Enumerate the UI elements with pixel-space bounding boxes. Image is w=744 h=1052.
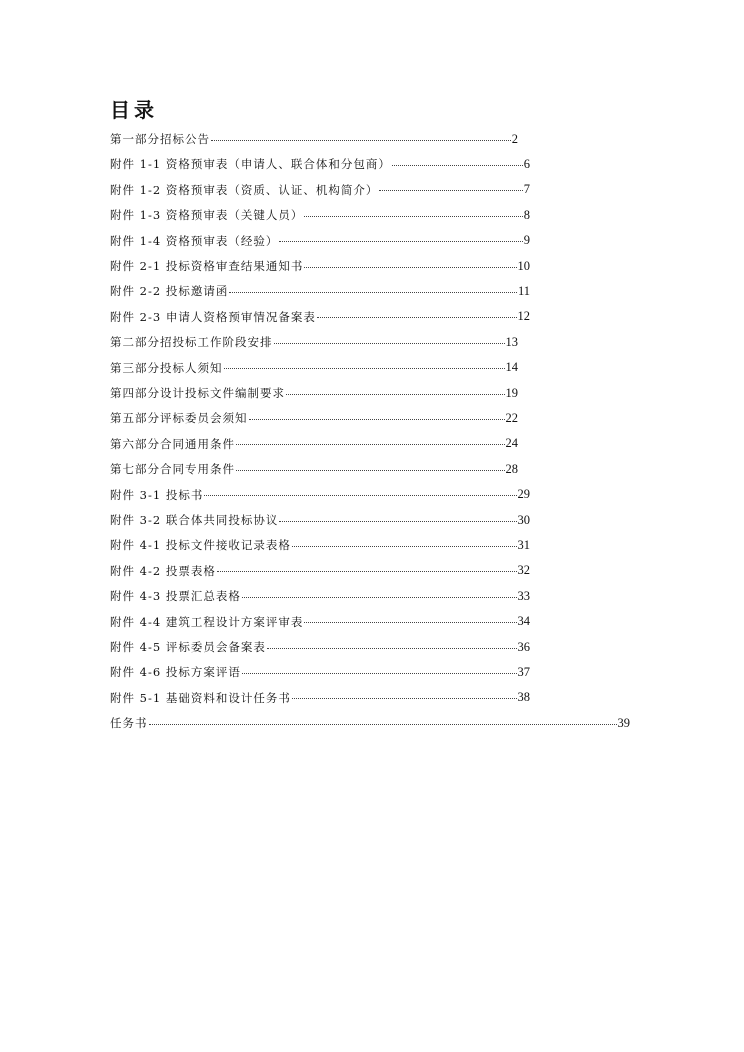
toc-entry-title: 附件 4-5 评标委员会备案表 — [110, 640, 266, 654]
toc-dot-leader — [204, 495, 516, 496]
toc-entry-page-number: 29 — [517, 487, 530, 502]
toc-entry-page-number: 11 — [517, 283, 530, 298]
toc-entry[interactable] — [110, 155, 530, 173]
toc-dot-leader — [292, 546, 517, 547]
toc-entry-page-number: 22 — [505, 410, 518, 425]
toc-entry[interactable] — [110, 181, 530, 199]
toc-entry-title: 附件 2-3 申请人资格预审情况备案表 — [110, 309, 316, 324]
toc-dot-leader — [279, 241, 522, 242]
toc-entry-title: 第五部分评标委员会须知 — [110, 411, 248, 426]
toc-dot-leader — [392, 165, 523, 166]
toc-entry-title: 第七部分合同专用条件 — [110, 462, 235, 477]
toc-dot-leader — [229, 292, 517, 293]
toc-dot-leader — [249, 419, 505, 420]
toc-entry-page-number: 30 — [517, 512, 530, 527]
toc-entry-page-number: 2 — [511, 131, 518, 146]
toc-entry-page-number: 33 — [517, 588, 530, 603]
toc-entry-page-number: 12 — [517, 309, 530, 324]
toc-entry-page-number: 39 — [617, 715, 630, 730]
toc-entry[interactable] — [110, 536, 530, 554]
toc-entry-title: 第六部分合同通用条件 — [110, 436, 235, 451]
toc-entry-title: 附件 4-3 投票汇总表格 — [110, 589, 241, 604]
toc-entry[interactable] — [110, 130, 518, 148]
toc-dot-leader — [317, 317, 517, 318]
toc-dot-leader — [242, 673, 517, 674]
toc-entry[interactable] — [110, 613, 530, 631]
toc-entry-page-number: 7 — [523, 182, 530, 197]
toc-entry-title: 附件 5-1 基础资料和设计任务书 — [110, 690, 291, 705]
toc-entry[interactable] — [110, 282, 530, 300]
toc-entry-page-number: 6 — [523, 156, 530, 171]
toc-dot-leader — [292, 698, 517, 699]
toc-dot-leader — [211, 140, 511, 141]
toc-entry-page-number: 36 — [517, 639, 530, 654]
toc-dot-leader — [236, 444, 505, 445]
toc-dot-leader — [286, 394, 505, 395]
toc-entry-page-number: 24 — [505, 436, 518, 451]
toc-entry-title: 第二部分招投标工作阶段安排 — [110, 335, 273, 350]
toc-entry[interactable] — [110, 409, 518, 427]
toc-entry-page-number: 37 — [517, 664, 530, 679]
toc-entry[interactable] — [110, 206, 530, 224]
toc-entry-title: 附件 1-1 资格预审表（申请人、联合体和分包商） — [110, 157, 391, 172]
toc-entry-page-number: 19 — [505, 385, 518, 400]
toc-entry-title: 第三部分投标人须知 — [110, 360, 223, 375]
toc-dot-leader — [274, 343, 505, 344]
toc-entry-page-number: 10 — [517, 258, 530, 273]
toc-entry-title: 附件 3-2 联合体共同投标协议 — [110, 513, 279, 527]
toc-entry[interactable] — [110, 308, 530, 326]
toc-entry[interactable] — [110, 638, 530, 656]
toc-entry[interactable] — [110, 232, 530, 250]
toc-entry-title: 附件 4-4 建筑工程设计方案评审表 — [110, 614, 304, 629]
toc-entry[interactable] — [110, 714, 630, 732]
toc-entry-page-number: 34 — [517, 614, 530, 629]
toc-entry-title: 附件 1-3 资格预审表（关键人员） — [110, 208, 304, 223]
toc-entry[interactable] — [110, 333, 518, 351]
toc-entry[interactable] — [110, 435, 518, 453]
toc-entry[interactable] — [110, 359, 518, 377]
toc-dot-leader — [304, 216, 522, 217]
toc-entry-title: 附件 3-1 投标书 — [110, 487, 204, 502]
toc-entry-title: 任务书 — [110, 716, 148, 731]
toc-entry-page-number: 38 — [517, 690, 530, 705]
toc-dot-leader — [304, 267, 516, 268]
toc-entry[interactable] — [110, 562, 530, 580]
toc-entry[interactable] — [110, 460, 518, 478]
toc-entry-title: 附件 2-1 投标资格审查结果通知书 — [110, 259, 304, 273]
toc-dot-leader — [242, 597, 517, 598]
toc-entry-page-number: 14 — [505, 360, 518, 375]
toc-dot-leader — [224, 368, 505, 369]
toc-entry-title: 附件 2-2 投标邀请函 — [110, 284, 229, 299]
toc-entry-page-number: 13 — [505, 334, 518, 349]
toc-entry-title: 第四部分设计投标文件编制要求 — [110, 386, 285, 400]
toc-entry[interactable] — [110, 511, 530, 529]
toc-entry-title: 附件 4-1 投标文件接收记录表格 — [110, 538, 291, 553]
toc-entry[interactable] — [110, 486, 530, 504]
toc-dot-leader — [267, 648, 517, 649]
toc-entry-title: 附件 1-4 资格预审表（经验） — [110, 233, 279, 248]
toc-dot-leader — [379, 190, 522, 191]
toc-entry-title: 第一部分招标公告 — [110, 132, 210, 146]
toc-entry-page-number: 8 — [523, 207, 530, 222]
toc-entry[interactable] — [110, 257, 530, 275]
toc-entry-page-number: 31 — [517, 537, 530, 552]
toc-entry-page-number: 32 — [517, 563, 530, 578]
toc-entry[interactable] — [110, 689, 530, 707]
toc-title: 目录 — [110, 98, 158, 122]
toc-dot-leader — [304, 622, 516, 623]
toc-entry[interactable] — [110, 384, 518, 402]
toc-dot-leader — [236, 470, 505, 471]
toc-entry[interactable] — [110, 663, 530, 681]
toc-entry-page-number: 28 — [505, 461, 518, 476]
toc-entry[interactable] — [110, 587, 530, 605]
toc-entry-page-number: 9 — [523, 233, 530, 248]
toc-dot-leader — [149, 724, 617, 725]
toc-entry-title: 附件 4-6 投标方案评语 — [110, 665, 241, 680]
toc-entry-title: 附件 4-2 投票表格 — [110, 563, 216, 578]
toc-entry-title: 附件 1-2 资格预审表（资质、认证、机构简介） — [110, 182, 379, 197]
toc-dot-leader — [217, 571, 517, 572]
toc-dot-leader — [279, 521, 516, 522]
